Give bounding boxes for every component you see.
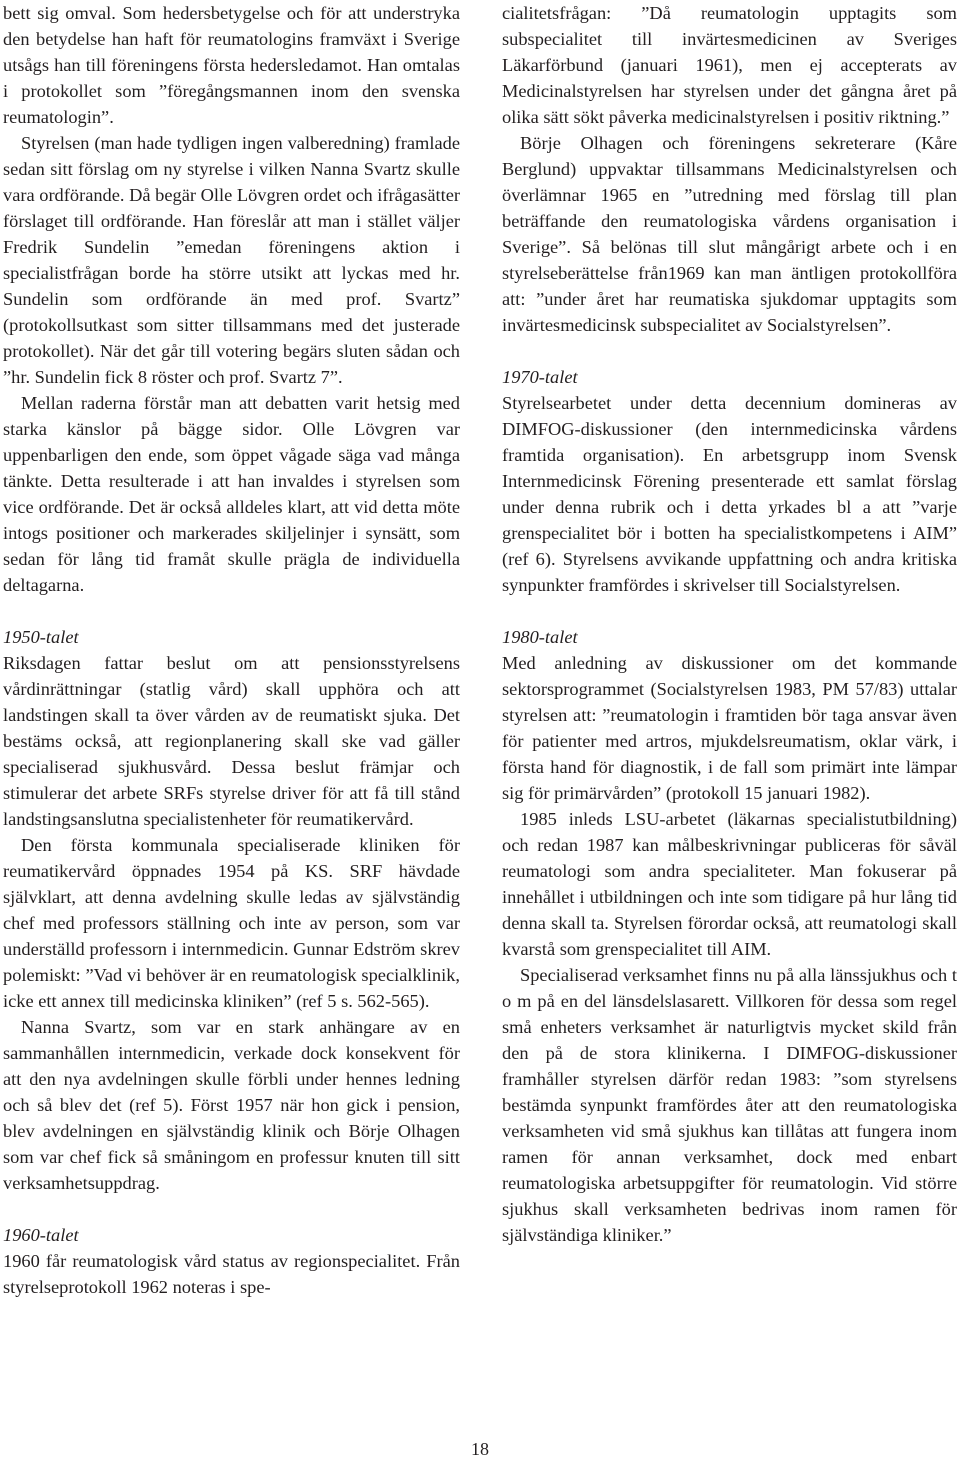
paragraph-kommunala: Den första kommunala specialiserade kliniken för reumatikervård öppnades 1954 på KS. SRF hävdade självklart, att denna avdelning skulle ledas av självständig chef med professors ställning och inte av person, som var underställd professorn i internmedicin. Gunnar Edström skrev polemiskt: ”Vad vi behöver är en reumatologisk specialklinik, icke ett annex till medicinska kliniken” (ref 5 s. 562-565). (3, 835, 460, 1011)
page-number: 18 (471, 1439, 489, 1459)
paragraph-continuation: cialitetsfrågan: ”Då reumatologin upptagits som subspecialitet till invärtesmedicinen av Sveriges Läkarförbund (januari 1961), men ej accepterats av Medicinalstyrelsen har styrelsen under det gångna året på olika sätt sökt påverka medicinalstyrelsen i positiv riktning.” (502, 3, 957, 127)
paragraph-1985: 1985 inleds LSU-arbetet (läkarnas specialistutbildning) och redan 1987 kan målbeskrivningar publiceras för såväl reumatologi som andra specialiteter. Man fokuserar på innehållet i utbildningen och inte som tidigare på hur lång tid denna skall ta. Styrelsen förordar också, att reumatologi skall kvarstå som grenspecialitet till AIM. (502, 809, 957, 959)
heading-1950: 1950-talet (3, 627, 79, 647)
paragraph-riksdagen: Riksdagen fattar beslut om att pensionsstyrelsens vårdinrättningar (statlig vård) skall upphöra och att landstingen skall ta över vården av de reumatiskt sjuka. Det bestäms också, att regionplanering skall ske vad gäller specialiserad sjukhusvård. Dessa beslut främjar och stimulerar det arbete SRFs styrelse driver för att få till stånd landstingsanslutna specialistenheter för reumatikervård. (3, 653, 460, 829)
left-column (3, 0, 460, 1300)
right-column (502, 0, 957, 1248)
paragraph-specialiserad: Specialiserad verksamhet finns nu på alla länssjukhus och t o m på en del länsdelslasarett. Villkoren för dessa som regel små enheters verksamhet är naturligtvis mycket skild från den på de stora klinikerna. I DIMFOG-diskussioner framhåller styrelsen därför redan 1983: ”som styrelsens bestämda synpunkt framfördes åter att den reumatologiska verksamheten vid små sjukhus kan tillåtas att fungera inom ramen för annan verksamhet, dock med enbart reumatologiska arbetsuppgifter för reumatologin. Vid större sjukhus skall verksamheten bedrivas inom ramen för självständiga kliniker.” (502, 965, 957, 1245)
paragraph-1960: 1960 får reumatologisk vård status av regionspecialitet. Från styrelseprotokoll 1962 noteras i spe- (3, 1251, 460, 1297)
paragraph-1980: Med anledning av diskussioner om det kommande sektorsprogrammet (Socialstyrelsen 1983, PM 57/83) uttalar styrelsen att: ”reumatologin i framtiden bör taga ansvar även för patienter med artros, mjukdelsreumatism, oklar värk, i första hand för diagnostik, i de fall som primärt inte lämpar sig för primärvården” (protokoll 15 januari 1982). (502, 653, 957, 803)
heading-1980: 1980-talet (502, 627, 578, 647)
paragraph-intro: bett sig omval. Som hedersbetygelse och för att understryka den betydelse han haft för reumatologins framväxt i Sverige utsågs han till föreningens första hedersledamot. Han omtalas i protokollet som ”föregångsmannen inom den svenska reumatologin”. (3, 3, 460, 127)
paragraph-1970: Styrelsearbetet under detta decennium domineras av DIMFOG-diskussioner (den internmedicinska vårdens framtida organisation). En arbetsgrupp inom Svensk Internmedicinsk Förening presenterade ett samlat förslag under denna rubrik och i detta yrkades bl a att ”varje grenspecialitet bör i botten ha specialistkompetens i AIM” (ref 6). Styrelsens avvikande uppfattning och andra kritiska synpunkter framfördes i skrivelser till Socialstyrelsen. (502, 393, 957, 595)
paragraph-nanna: Nanna Svartz, som var en stark anhängare av en sammanhållen internmedicin, verkade dock konsekvent för att den nya avdelningen skulle förbli under hennes ledning och så blev det (ref 5). Först 1957 när hon gick i pension, blev avdelningen en självständig klinik och Börje Olhagen som var chef fick så småningom en professur knuten till sitt verksamhetsuppdrag. (3, 1017, 460, 1193)
paragraph-borje: Börje Olhagen och föreningens sekreterare (Kåre Berglund) uppvaktar tillsammans Medicinalstyrelsen och överlämnar 1965 en ”utredning med förslag till plan beträffande den reumatologiska vårdens organisation i Sverige”. Så belönas till slut mångårigt arbete och i en styrelseberättelse från1969 kan man äntligen protokollföra att: ”under året har reumatiska sjukdomar upptagits som invärtesmedicinsk subspecialitet av Socialstyrelsen”. (502, 133, 957, 335)
paragraph-mellan: Mellan raderna förstår man att debatten varit hetsig med starka känslor på bägge sidor. Olle Lövgren var uppenbarligen den ende, som öppet vågade säga vad många tänkte. Detta resulterade i att han invaldes i styrelsen som vice ordförande. Det är också alldeles klart, att vid detta möte intogs positioner och markerades skiljelinjer i synsätt, som sedan för lång tid framåt skulle prägla de individuella deltagarna. (3, 393, 460, 595)
section-gap (502, 338, 957, 364)
heading-1970: 1970-talet (502, 367, 578, 387)
section-gap (3, 598, 460, 624)
section-gap (3, 1196, 460, 1222)
section-gap (502, 598, 957, 624)
paragraph-styrelsen: Styrelsen (man hade tydligen ingen valberedning) framlade sedan sitt förslag om ny styrelse i vilken Nanna Svartz skulle vara ordförande. Då begär Olle Lövgren ordet och ifrågasätter förslaget till ordförande. Han föreslår att man i stället väljer Fredrik Sundelin ”emedan föreningens aktion i specialistfrågan borde ha större utsikt att lyckas med hr. Sundelin som ordförande än med prof. Svartz” (protokollsutkast som sitter tillsammans med det justerade protokollet). När det går till votering begärs sluten sådan och ”hr. Sundelin fick 8 röster och prof. Svartz 7”. (3, 133, 460, 387)
heading-1960: 1960-talet (3, 1225, 79, 1245)
